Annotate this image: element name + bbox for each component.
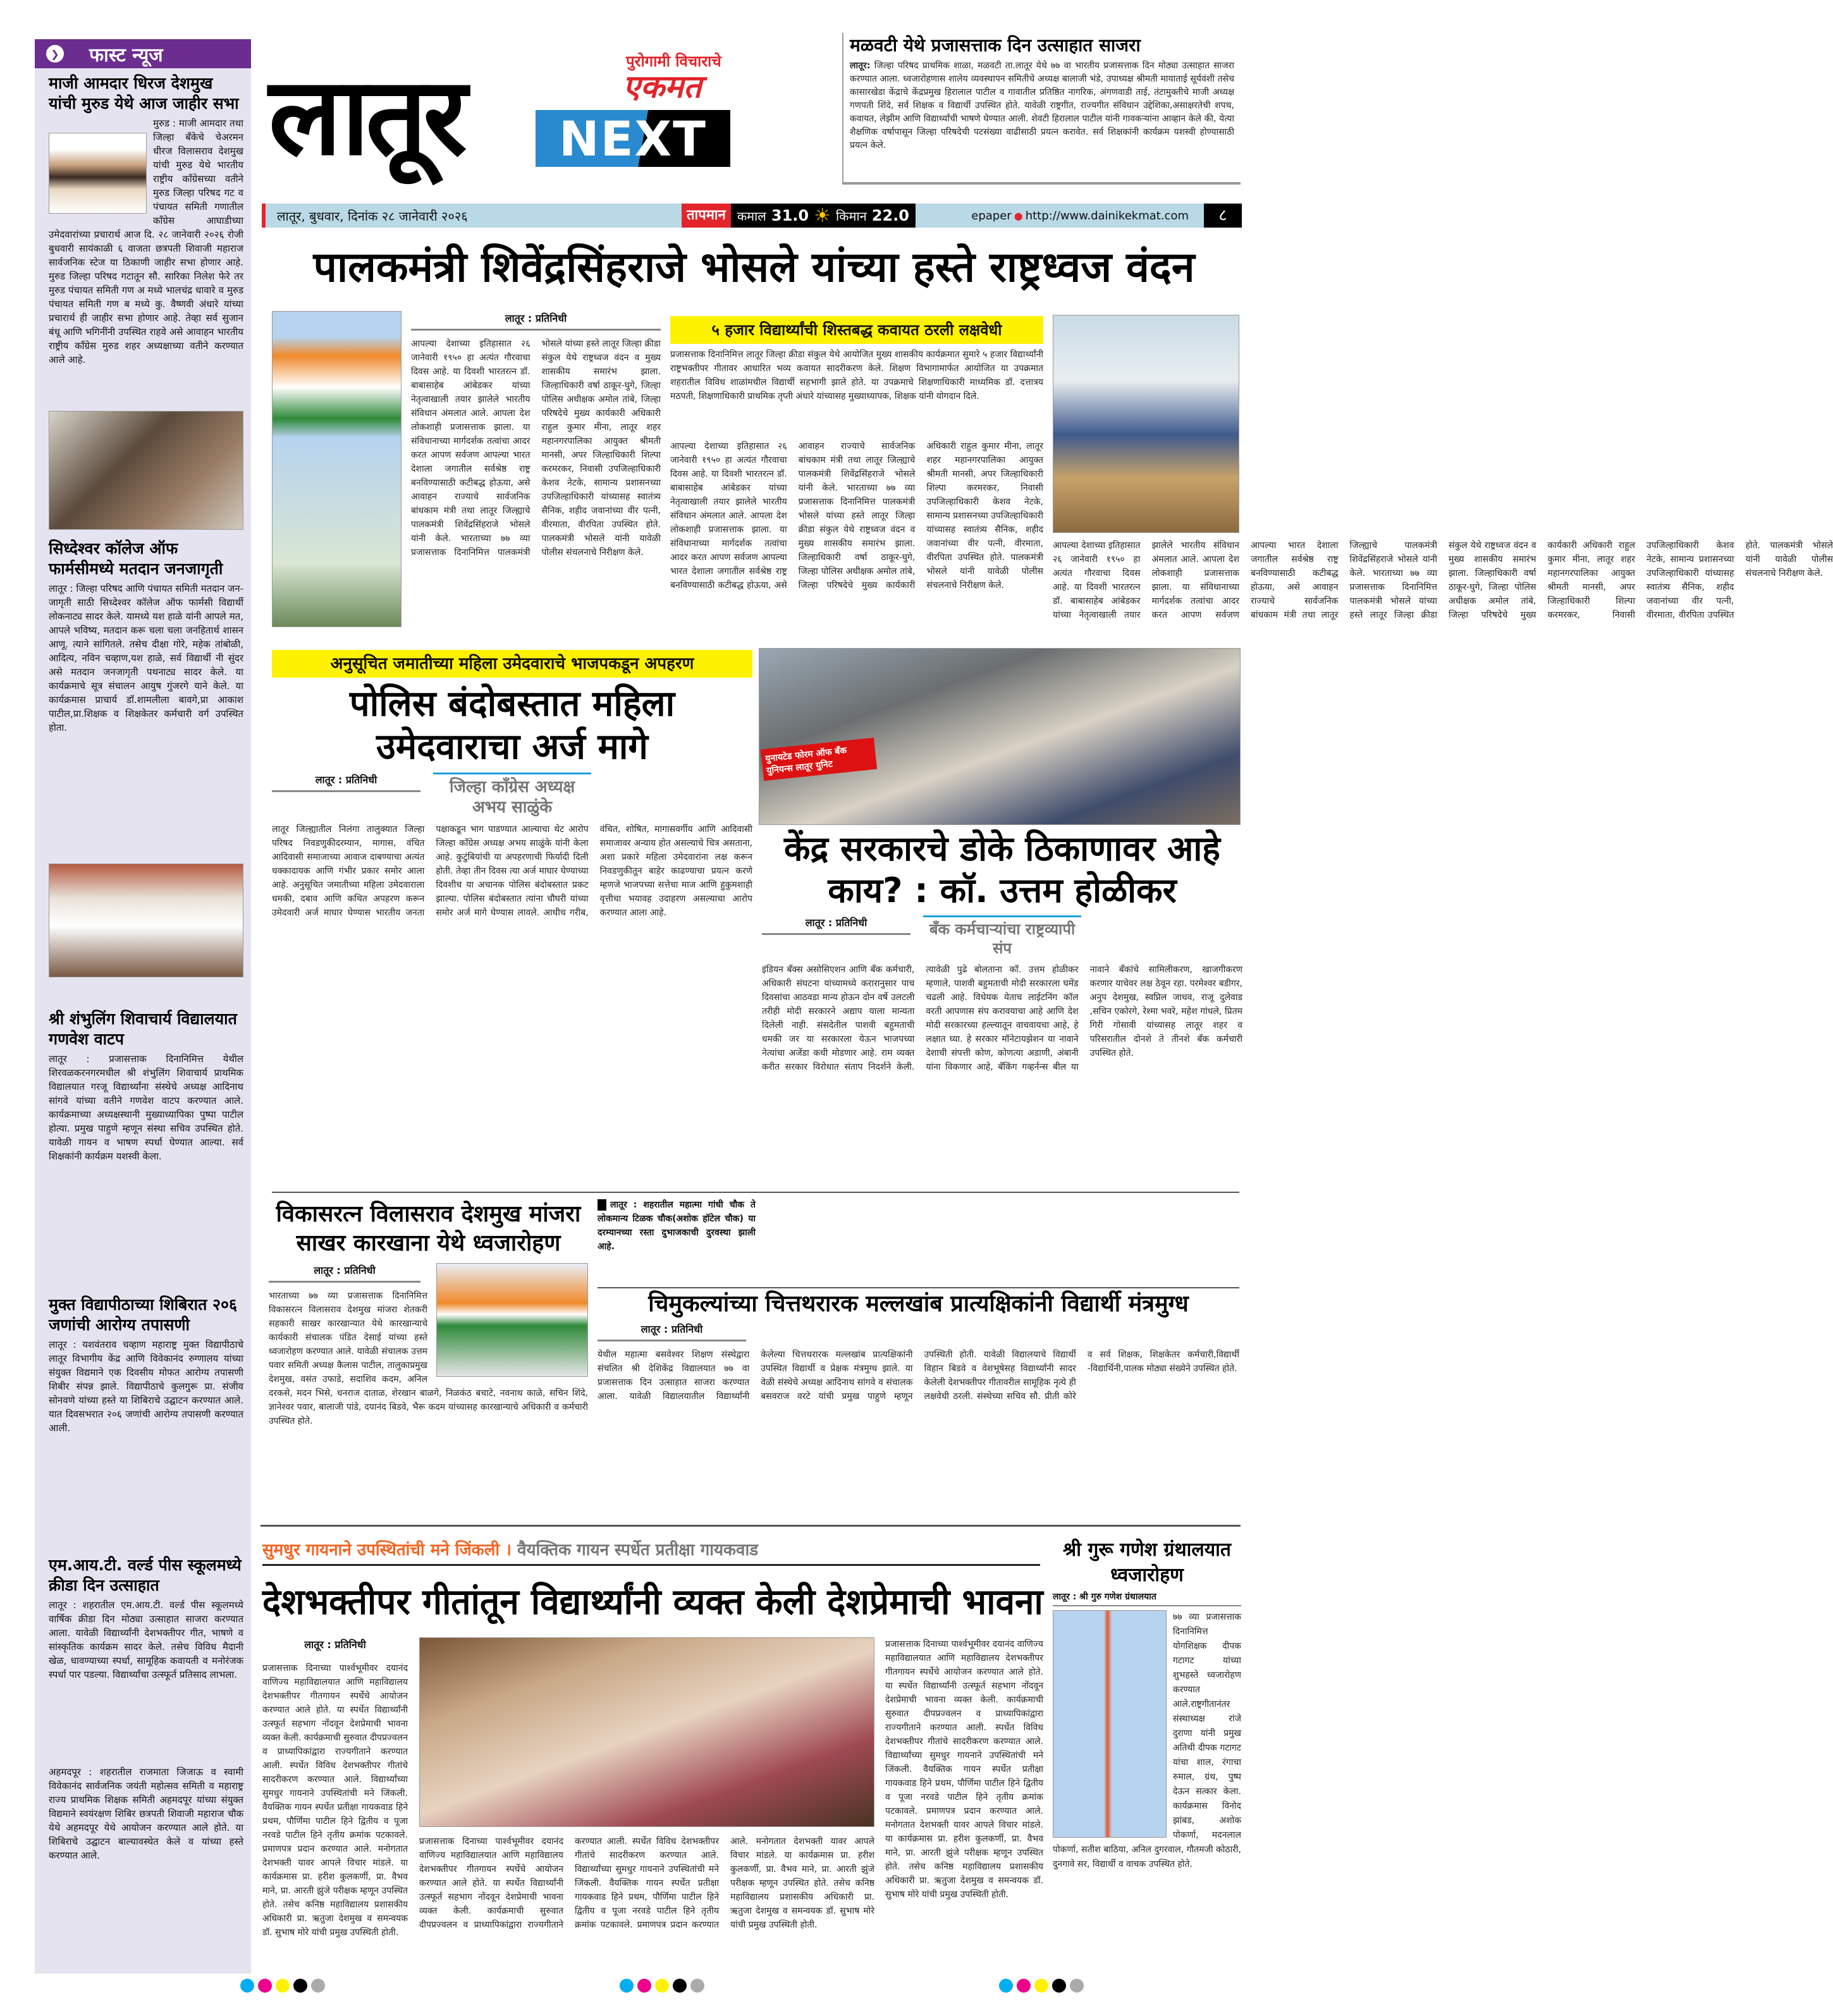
headline-wrap — [262, 1580, 1043, 1625]
brand-logo: एकमत — [623, 68, 702, 105]
min-label: किमान — [836, 208, 867, 224]
section-title: फास्ट न्यूज — [89, 44, 163, 66]
library-flag-photo — [1053, 1610, 1167, 1838]
headline: श्री गुरू गणेश ग्रंथालयात ध्वजारोहण — [1063, 1539, 1231, 1586]
headline: केंद्र सरकारचे डोके ठिकाणावर आहे काय? : कॉ. उत्तम होळीकर — [784, 829, 1220, 910]
headline: चिमुकल्यांच्या चित्तथरारक मल्लखांब प्रात्यक्षिकांनी विद्यार्थी मंत्रमुग्ध — [648, 1291, 1189, 1317]
article6-body — [262, 1637, 1043, 1966]
portrait-photo — [49, 133, 147, 214]
pull-quote-text: बँक कर्मचाऱ्यांचा राष्ट्रव्यापी संप — [929, 920, 1076, 957]
byline: लातूर : प्रतिनिधी — [411, 311, 661, 331]
byline: लातूर: — [850, 61, 871, 71]
website-link[interactable]: http://www.dainikekmat.com — [1025, 209, 1189, 223]
kicker-text: अनुसूचित जमातीच्या महिला उमेदवाराचे भाजपकडून अपहरण — [330, 654, 694, 673]
flag-hoisting-photo — [436, 1263, 588, 1377]
color-dots — [620, 1979, 708, 1995]
fast-news-header — [35, 39, 251, 68]
kicker-highlight: सुमधुर गायनाने उपस्थितांची मने जिंकली — [262, 1541, 500, 1560]
headline: श्री शंभुलिंग शिवाचार्य विद्यालयात गणवेश वाटप — [49, 1010, 237, 1048]
next-logo — [536, 110, 730, 167]
police-parade-photo — [1053, 315, 1239, 533]
headline: एम.आय.टी. वर्ल्ड पीस स्कूलमध्ये क्रीडा दिन उत्साहात — [49, 1556, 242, 1594]
color-dots — [999, 1979, 1088, 1995]
article7 — [1053, 1537, 1241, 1967]
min-value: 22.0 — [871, 207, 909, 224]
headline-wrap — [598, 1291, 1239, 1317]
kicker-separator: । — [505, 1541, 512, 1560]
article-body: लातूर : यशवंतराव चव्हाण महाराष्ट्र मुक्त विद्यापीठाचे लातूर विभागीय केंद्र आणि विवेकानंद रुग्णालय यांच्या संयुक्त विद्यमाने एक दिवसीय मोफत आरोग्य तपासणी शिबीर संपन्न झाले. विद्यापीठाचे कुलगुरू प्रा. संजीव सोनवणे यांच्या हस्ते या शिबिराचे उद्घाटन करण्यात आले. यात दिवसभरात २०६ जणांची आरोग्य तपासणी करण्यात आली. — [49, 1339, 243, 1434]
kicker-line — [262, 1537, 758, 1560]
kicker-secondary: वैयक्तिक गायन स्पर्धेत प्रतीक्षा गायकवाड — [517, 1541, 759, 1560]
brief — [598, 1198, 756, 1284]
headline: मळवटी येथे प्रजासत्ताक दिन उत्साहात साजरा — [850, 35, 1141, 56]
headline: सिध्देश्वर कॉलेज ऑफ फार्मसीमध्ये मतदान जनजागृती — [49, 539, 223, 578]
issue-date: लातूर, बुधवार, दिनांक २८ जानेवारी २०२६ — [277, 208, 468, 224]
byline: लातूर : श्री गुरु गणेश ग्रंथालयात — [1053, 1591, 1241, 1606]
sub-article-body: प्रजासत्ताक दिनानिमित्त लातूर जिल्हा क्रीडा संकुल येथे आयोजित मुख्य शासकीय कार्यक्रमात सुमारे ५ हजार विद्यार्थ्यांनी राष्ट्रभक्तीपर गीतावर आधारित भव्य कवायत सादरीकरण केले. शिक्षण विभागामार्फत आयोजित या उपक्रमात शहरातील विविध शाळांमधील विद्यार्थी सहभागी झाले होते. या उपक्रमाचे शिक्षणाधिकारी माध्यमिक डॉ. दत्तात्रय मठपती, शिक्षणाधिकारी प्राथमिक तृप्ती अंधारे यांच्यासह मुख्याध्यापक, शिक्षक यांनी योगदान दिले. — [670, 350, 1043, 401]
article-body: लातूर जिल्ह्यातील निलंगा तालुक्यात जिल्हा परिषद निवडणुकीदरम्यान, मागास, वंचित आदिवासी समाजाच्या आवाज दाबण्याचा अत्यंत धक्कादायक आणि गंभीर प्रकार समोर आला आहे. अनुसूचित जमातीच्या महिला उमेदवाराला धमकी, दबाव आणि कथित अपहरण करून उमेदवारी अर्ज माघार घेण्यास भारतीय जनता पक्षाकडून भाग पाडण्यात आल्याचा थेट आरोप जिल्हा काँग्रेस अध्यक्ष अभय साळुंके यांनी केला आहे. कुटुंबियांची या अपहरणाची फिर्यादी दिली होती. तेव्हा तीन दिवस त्या अर्ज माघार घेण्याच्या दिवशीच या अचानक पोलिस बंदोबस्तात प्रकट झाल्या. पोलिस बंदोबस्तात त्यांना चौघरी यांच्या समोर अर्ज मागे घेण्यास लावले. आधीच गरीब, वंचित, शोषित, मागासवर्गीय आणि आदिवासी समाजावर अन्याय होत असल्याचे चित्र असताना, अशा प्रकारे महिला उमेदवारांना लक्ष करून निवडणुकीतून बाहेर काढण्याचा प्रयत्न करणे म्हणजे भाजपच्या सत्तेचा माज आणि हुकुमशाही वृत्तीचा भयावह उदाहरण असल्याचा आरोप करण्यात आला आहे. — [272, 824, 752, 918]
temperature-readout — [731, 204, 916, 228]
chevron-down-icon: ❯︎ — [46, 45, 64, 63]
article1-col — [411, 311, 661, 630]
cursor-icon: ● — [1014, 209, 1023, 222]
max-value: 31.0 — [771, 207, 809, 224]
divider — [272, 1192, 1239, 1193]
headline: पोलिस बंदोबस्तात महिला उमेदवाराचा अर्ज मागे — [349, 683, 675, 767]
epaper-label: epaper — [971, 209, 1012, 223]
article5 — [598, 1291, 1239, 1517]
article-body: अहमदपूर : शहरातील राजमाता जिजाऊ व स्वामी विवेकानंद सार्वजनिक जयंती महोत्सव समिती व महाराष्ट्र राज्य प्राथमिक शिक्षक समिती अहमदपूर यांच्या संयुक्त विद्यमाने स्वयंरक्षण शिबिर छत्रपती शिवाजी महाराज चौक येथे अहमदपूर येथे आयोजन करण्यात आले होते. या शिबिराचे उद्घाटन बाल्यावस्थेत केले व यांच्या हस्ते करण्यात आले. — [49, 1766, 243, 1861]
sub-headline: ५ हजार विद्यार्थ्यांची शिस्तबद्ध कवायत ठरली लक्षवेधी — [711, 321, 1002, 339]
main-headline-wrap — [266, 243, 1242, 291]
school-group-photo — [49, 864, 243, 977]
bank-protest-photo — [759, 648, 1241, 825]
article-body: आपल्या देशाच्या इतिहासात २६ जानेवारी १९५० हा अत्यंत गौरवाचा दिवस आहे. या दिवशी भारतरत्न डॉ. बाबासाहेब आंबेडकर यांच्या नेतृत्वाखाली तयार झालेले भारतीय संविधान अंमलात आले. आपला देश लोकशाही प्रजासत्ताक झाला. या संविधानाच्या मार्गदर्शक तत्वांचा आदर करत आपण सर्वजण आपल्या भारत देशाला जगातील सर्वश्रेष्ठ राष्ट्र बनविण्यासाठी कटीबद्ध होऊया, असे आवाहन राज्याचे सार्वजनिक बांधकाम मंत्री तथा लातूर जिल्ह्याचे पालकमंत्री शिवेंद्रसिंहराजे भोसले यांनी केले. भारताच्या ७७ व्या प्रजासत्ताक दिनानिमित्त पालकमंत्री भोसले यांच्या हस्ते लातूर जिल्हा क्रीडा संकुल येथे राष्ट्रध्वज वंदन व मुख्य शासकीय समारंभ झाला. जिल्हाधिकारी वर्षा ठाकूर-घुगे, जिल्हा पोलिस अधीक्षक अमोल तांबे, जिल्हा परिषदेचे मुख्य कार्यकारी अधिकारी राहुल कुमार मीना, लातूर शहर महानगरपालिका आयुक्त श्रीमती मानसी, अपर जिल्हाधिकारी शिल्पा करमरकर, निवासी उपजिल्हाधिकारी केशव नेटके, सामान्य प्रशासनच्या उपजिल्हाधिकारी यांच्यासह स्वातंत्र्य सैनिक, शहीद जवानांच्या वीर पत्नी, वीरमाता, वीरपिता उपस्थित होते. पालकमंत्री भोसले यांनी यावेळी पोलीस संचलनाचे निरीक्षण केले. — [411, 339, 661, 558]
article-body: लातूर : प्रजासत्ताक दिनानिमित्त येथील शिरवळकरनगरमधील श्री शंभुलिंग शिवाचार्य प्राथमिक विद्यालयात गरजू विद्यार्थ्यांना संस्थेचे अध्यक्ष आदिनाथ सांगवे यांच्या वतीने गणवेश वाटप करण्यात आले. कार्यक्रमाच्या अध्यक्षस्थानी मुख्याध्यापिका पुष्पा पाटील होत्या. प्रमुख पाहुणे म्हणून संस्था सचिव उपस्थित होते. यावेळी गायन व भाषण स्पर्धा घेण्यात आल्या. सर्व शिक्षकांनी कार्यक्रम यशस्वी केला. — [49, 1053, 243, 1162]
brief-text: लातूर : शहरातील महात्मा गांधी चौक ते लोकमान्य टिळक चौक(अशोक हॉटेल चौक) या दरम्यानच्या रस्ता दुभाजकाची दुरवस्था झाली आहे. — [598, 1200, 756, 1252]
article-body: ७७ व्या प्रजासत्ताक दिनानिमित्त योगशिक्षक दीपक गटागट यांच्या शुभहस्ते ध्वजारोहण करण्यात आले.राष्ट्रगीतानंतर संस्थाध्यक्ष रांजे दुराणा यांनी प्रमुख अतिथी दीपक गटागट यांचा शाल, रंगाचा रुमाल, ग्रंथ, पुष्प देऊन सत्कार केला. कार्यक्रमास विनोद झांबड, अशोक पोकर्णा, मदनलाल पोकर्णा, सतीश बाठिया, अनिल दुगरवाल, गौतमजी कोठारी, दुनगावे सर, विद्यार्थी व वाचक उपस्थित होते. — [1053, 1612, 1241, 1869]
byline: लातूर : प्रतिनिधी — [598, 1322, 746, 1341]
date-bar — [262, 204, 1242, 228]
singing-event-photo — [419, 1637, 874, 1827]
article-meta — [272, 773, 752, 817]
divider — [598, 1287, 1239, 1288]
fast-news-sidebar — [35, 39, 251, 1974]
sub-headline-wrap — [670, 316, 1043, 344]
article-body: इंडियन बँक्स असोसिएशन आणि बँक कर्मचारी, अधिकारी संघटना यांच्यामध्ये करारानुसार पाच दिवसांचा आठवडा मान्य होऊन दोन वर्षे उलटली तरीही मोदी सरकारने अद्याप याला मान्यता दिलेली नाही. संसदेतील पाशवी बहुमताची धमकी जर या सरकारला येऊन भाजपच्या नेत्यांचा अजेंडा कधी मोडणार आहे. राम व्यक्त करीत सरकार विरोधात संताप निदर्शने केली. त्यावेळी पुढे बोलताना कॉ. उत्तम होळीकर म्हणाले, पाशवी बहुमताची मोदी सरकारला घमेंड चढली आहे. विधेयक येताच लाईटनिंग कॉल वरती आपणास संप करावयाचा आहे आणि देश मोदी सरकारच्या हल्ल्यातून वाचवायचा आहे, हे लक्षात घ्या. हे सरकार मॉनेटायझेशन या नावाने देशाची संपत्ती कोण, कोणत्या अडाणी, अंबानी यांना विकणार आहे, बँकिंग गव्हर्नन्स बील या नावाने बँकांचे सामिलीकरण, खाजगीकरण करणार याचेवर लक्ष ठेवून रहा. परमेश्वर बडीगर, अनुप देशमुख, स्वप्निल जाधव, राजू दुलेवाड ,सचिन एकोरगे, रेश्मा भवरे, महेश गांधले, प्रितम गिरी गोसावी यांच्यासह लातूर शहर व परिसरातील दोनशे ते तीनशे बँक कर्मचारी उपस्थित होते. — [762, 965, 1242, 1072]
byline: लातूर : प्रतिनिधी — [304, 1639, 366, 1651]
pull-quote — [923, 915, 1081, 958]
kicker-banner — [272, 650, 752, 678]
temperature-label: तापमान — [682, 204, 731, 228]
byline: लातूर : प्रतिनिधी — [272, 773, 420, 792]
bullet-square-icon — [598, 1199, 606, 1211]
article-body: लातूर : जिल्हा परिषद आणि पंचायत समिती मतदान जन- जागृती साठी सिध्देश्वर कॉलेज ऑफ फार्मसी विद्यार्थी लोकनाट्य सादर केले. यामध्ये यश हाळे यांनी आपले मत, आपले भविष्य, मतदान करू चला चला जनहितार्थ शासन आणू. त्याने सांगितले. तसेच दीक्षा गोरे, महेक तांबोळी, आदित्य, नविन चव्हाण,यश हाळे, सर्व विद्यार्थी नी सुंदर असे मतदान जनजागृती पथनाट्य सादर केले. या कार्यक्रमाचे सूत्र संचालन आयुष गुंजरगे याने केले. या कार्यक्रमास प्राचार्य डॉ.शामलीला बावगे,प्रा आकाश पाटील,प्रा.शिक्षक व शिक्षकेतर कर्मचारी वर्ग उपस्थित होता. — [49, 583, 243, 733]
registration-marks — [95, 1979, 1233, 1995]
body-text: जिल्हा परिषद प्राथमिक शाळा, मळवटी ता.लातूर येथे ७७ वा भारतीय प्रजासत्ताक दिन मोठ्या उत्साहात साजरा करण्यात आला. ध्वजारोहणास शालेय व्यवस्थापन समितीचे अध्यक्ष बालाजी भंडे, उपाध्यक्ष श्रीमती मायाताई सूर्यवंशी तसेच कासारखेडा केंद्राचे केंद्रप्रमुख हिरालाल पाटील व गावातील प्रतिष्ठित नागरिक, अंगणवाडी ताई, तंटामुक्तीचे माजी अध्यक्ष गणपती शिंदे, सर्व शिक्षक व विद्यार्थी उपस्थित होते. यावेळी राष्ट्रगीत, राज्यगीत संविधान उद्देशिका,असाक्षरतेची शपथ, कवायत, लेझीम आणि विद्यार्थ्यांची भाषणे घेण्यात आली. शेवटी हिरालाल पाटील यांनी गावकऱ्यांना आव्हान केले की, येत्या शैक्षणिक वर्षापासून जिल्हा परिषदेची पटसंख्या वाढीसाठी प्रयत्न करावेत. सर्व शिक्षकांनी कार्यक्रम यशस्वी होण्यासाठी प्रयत्न केले. — [850, 61, 1234, 151]
byline: लातूर : प्रतिनिधी — [762, 915, 910, 935]
article-body: भारताच्या ७७ व्या प्रजासत्ताक दिनानिमित्त विकासरत्न विलासराव देशमुख मांजरा शेतकरी सहकारी साखर कारखान्यात येथे कारखान्याचे कार्यकारी संचालक पंडित देसाई यांच्या हस्ते ध्वजारोहण करण्यात आले. यावेळी संचालक उत्तम पवार समिती अध्यक्ष कैलास पाटील, तालुकाप्रमुख देशमुख, वसंत उफाडे, सदाशिव कदम, अनिल दरकसे, मदन भिसे, धनराज दाताळ, शेरखान बाळगे, निळकंठ बचाटे, नवनाथ काळे, सचिन शिंदे, ज्ञानेश्वर पवार, बालाजी पांडे, दयानंद बिडवे, भैरू कदम यांच्यासह कारखान्याचे अधिकारी व कर्मचारी उपस्थित होते. — [269, 1291, 588, 1426]
page-number: ८ — [1204, 204, 1242, 228]
flag-photo — [272, 311, 402, 627]
article-body: लातूर : शहरातील एम.आय.टी. वर्ल्ड पीस स्कूलमध्ये वार्षिक क्रीडा दिन मोठ्या उत्साहात साजरा करण्यात आला. यावेळी विद्यार्थ्यांनी देशभक्तीपर गीत, भाषणे व सांस्कृतिक कार्यक्रम सादर केले. तसेच विविध मैदानी खेळ, धावण्याच्या स्पर्धा, सामूहिक कवायती व मनोरंजक स्पर्धा पार पडल्या. विद्यार्थ्यांचा उत्स्फूर्त प्रतिसाद लाभला. — [49, 1599, 243, 1680]
article-body — [850, 59, 1234, 182]
main-headline: पालकमंत्री शिवेंद्रसिंहराजे भोसले यांच्या हस्ते राष्ट्रध्वज वंदन — [313, 243, 1195, 291]
article-body-lower: प्रजासत्ताक दिनाच्या पार्श्वभूमीवर दयानंद वाणिज्य महाविद्यालयात आणि महाविद्यालय देशभक्तीपर गीतगायन स्पर्धेचे आयोजन करण्यात आले होते. या स्पर्धेत विद्यार्थ्यांनी उत्स्फूर्त सहभाग नोंदवून देशप्रेमाची भावना व्यक्त केली. कार्यक्रमाची सुरुवात दीपप्रज्वलन व प्राध्यापिकांद्वारा राज्यगीताने करण्यात आली. स्पर्धेत विविध देशभक्तीपर गीतांचे सादरीकरण करण्यात आले. विद्यार्थ्यांच्या सुमधुर गायनाने उपस्थितांची मने जिंकली. वैयक्तिक गायन स्पर्धेत प्रतीक्षा गायकवाड हिने प्रथम, पौर्णिमा पाटील हिने द्वितीय व पूजा नरवडे पाटील हिने तृतीय क्रमांक पटकावले. प्रमाणपत्र प्रदान करण्यात आले. मनोगतात देशभक्ती यावर आपले विचार मांडले. या कार्यक्रमास प्रा. हरीश कुलकर्णी, प्रा. वैभव माने, प्रा. आरती झुंजे परीक्षक म्हणून उपस्थित होते. तसेच कनिष्ठ महाविद्यालय प्रशासकीय अधिकारी प्रा. ऋतुजा देशमुख व समन्वयक डॉ. सुभाष मोरे यांची प्रमुख उपस्थिती होती. — [419, 1836, 874, 1930]
top-news-box — [842, 33, 1241, 185]
next-text: NEXT — [559, 110, 707, 167]
sun-icon: ☀︎ — [814, 204, 831, 227]
article-body-col1: प्रजासत्ताक दिनाच्या पार्श्वभूमीवर दयानंद वाणिज्य महाविद्यालयात आणि महाविद्यालय देशभक्तीपर गीतगायन स्पर्धेचे आयोजन करण्यात आले होते. या स्पर्धेत विद्यार्थ्यांनी उत्स्फूर्त सहभाग नोंदवून देशप्रेमाची भावना व्यक्त केली. कार्यक्रमाची सुरुवात दीपप्रज्वलन व प्राध्यापिकांद्वारा राज्यगीताने करण्यात आली. स्पर्धेत विविध देशभक्तीपर गीतांचे सादरीकरण करण्यात आले. विद्यार्थ्यांच्या सुमधुर गायनाने उपस्थितांची मने जिंकली. वैयक्तिक गायन स्पर्धेत प्रतीक्षा गायकवाड हिने प्रथम, पौर्णिमा पाटील हिने द्वितीय व पूजा नरवडे पाटील हिने तृतीय क्रमांक पटकावले. प्रमाणपत्र प्रदान करण्यात आले. मनोगतात देशभक्ती यावर आपले विचार मांडले. या कार्यक्रमास प्रा. हरीश कुलकर्णी, प्रा. वैभव माने, प्रा. आरती झुंजे परीक्षक म्हणून उपस्थित होते. तसेच कनिष्ठ महाविद्यालय प्रशासकीय अधिकारी प्रा. ऋतुजा देशमुख व समन्वयक डॉ. सुभाष मोरे यांची प्रमुख उपस्थिती होती. — [262, 1663, 408, 1938]
headline: मुक्त विद्यापीठाच्या शिबिरात २०६ जणांची आरोग्य तपासणी — [49, 1295, 238, 1334]
article-body: येथील महात्मा बसवेश्वर शिक्षण संस्थेद्वारा संचलित श्री देशिकेंद्र विद्यालयात ७७ वा प्रजासत्ताक दिन उत्साहात साजरा करण्यात आला. यावेळी विद्यालयातील विद्यार्थ्यांनी केलेल्या चित्तथरारक मल्लखांब प्रात्यक्षिकांनी उपस्थित विद्यार्थी व प्रेक्षक मंत्रमुग्ध झाले. या वेळी संस्थेचे अध्यक्ष आदिनाथ सांगवे व संचालक बसवराज वरटे यांची प्रमुख पाहुणे म्हणून उपस्थिती होती. यावेळी विद्यालयाचे विद्यार्थी विहान बिडवे व वेशभूषेसह विद्यार्थ्यांनी सादर केलेली देशभक्तीपर गीतावरील सामूहिक नृत्ये ही लक्षवेधी ठरली. संस्थेच्या सचिव सौ. प्रीती कोरे व सर्व शिक्षक, शिक्षकेतर कर्मचारी,विद्यार्थी -विद्यार्थिनी,पालक मोठ्या संख्येने उपस्थित होते. — [598, 1350, 1239, 1402]
tagline: पुरोगामी विचाराचे — [626, 52, 721, 70]
article1-continued: आपल्या देशाच्या इतिहासात २६ जानेवारी १९५० हा अत्यंत गौरवाचा दिवस आहे. या दिवशी भारतरत्न डॉ. बाबासाहेब आंबेडकर यांच्या नेतृत्वाखाली तयार झालेले भारतीय संविधान अंमलात आले. आपला देश लोकशाही प्रजासत्ताक झाला. या संविधानाच्या मार्गदर्शक तत्वांचा आदर करत आपण सर्वजण आपल्या भारत देशाला जगातील सर्वश्रेष्ठ राष्ट्र बनविण्यासाठी कटीबद्ध होऊया, असे आवाहन राज्याचे सार्वजनिक बांधकाम मंत्री तथा लातूर जिल्ह्याचे पालकमंत्री शिवेंद्रसिंहराजे भोसले यांनी केले. भारताच्या ७७ व्या प्रजासत्ताक दिनानिमित्त पालकमंत्री भोसले यांच्या हस्ते लातूर जिल्हा क्रीडा संकुल येथे राष्ट्रध्वज वंदन व मुख्य शासकीय समारंभ झाला. जिल्हाधिकारी वर्षा ठाकूर-घुगे, जिल्हा पोलिस अधीक्षक अमोल तांबे, जिल्हा परिषदेचे मुख्य कार्यकारी अधिकारी राहुल कुमार मीना, लातूर शहर महानगरपालिका आयुक्त श्रीमती मानसी, अपर जिल्हाधिकारी शिल्पा करमरकर, निवासी उपजिल्हाधिकारी केशव नेटके, सामान्य प्रशासनच्या उपजिल्हाधिकारी यांच्यासह स्वातंत्र्य सैनिक, शहीद जवानांच्या वीर पत्नी, वीरमाता, वीरपिता उपस्थित होते. पालकमंत्री भोसले यांनी यावेळी पोलीस संचलनाचे निरीक्षण केले. — [670, 441, 1043, 590]
article-meta — [762, 915, 1242, 958]
pull-quote — [433, 773, 591, 817]
article3 — [762, 828, 1242, 1182]
pull-quote-text: जिल्हा काँग्रेस अध्यक्ष अभय साळुंके — [449, 778, 575, 817]
article-body: मुरुड : माजी आमदार तथा जिल्हा बँकेचे चेअरमन धीरज विलासराव देशमुख यांची मुरुड येथे भारतीय राष्ट्रीय काँग्रेसच्या वतीने मुरुड जिल्हा परिषद गट व पंचायत समिती गणातील काँग्रेस आघाडीच्या उमेदवारांच्या प्रचारार्थ आज दि. २८ जानेवारी २०२६ रोजी बुधवारी सायंकाळी ६ वाजता छत्रपती शिवाजी महाराज सार्वजनिक स्टेज या ठिकाणी जाहीर सभा होणार आहे. मुरुड जिल्हा परिषद गटातून सौ. सारिका निलेश फेरे तर मुरुड पंचायत समिती गण अ मध्ये भालचंद्र धावारे व मुरुड पंचायत समिती गण ब मध्ये कु. वैष्णवी अंधारे यांच्या प्रचारार्थ ही जाहीर सभा होणार आहे. तेव्हा सर्व सुजान बंधू आणि भगिनींनी उपस्थित राहवे असे आवाहन भारतीय राष्ट्रीय काँग्रेस मुरुड शहर अध्यक्षाच्या वतीने करण्यात आले आहे. — [49, 118, 243, 365]
article2 — [272, 683, 752, 1182]
divider — [261, 1525, 1241, 1527]
masthead-logo: लातूर — [269, 54, 463, 180]
max-label: कमाल — [737, 208, 766, 224]
headline: माजी आमदार धिरज देशमुख यांची मुरुड येथे आज जाहीर सभा — [49, 74, 239, 113]
article4 — [269, 1200, 588, 1516]
headline-wrap — [850, 35, 1234, 56]
college-photo — [49, 411, 243, 530]
byline: लातूर : प्रतिनिधी — [269, 1263, 420, 1283]
color-dots — [240, 1979, 329, 1995]
article1-right-col: आपल्या देशाच्या इतिहासात २६ जानेवारी १९५० हा अत्यंत गौरवाचा दिवस आहे. या दिवशी भारतरत्न डॉ. बाबासाहेब आंबेडकर यांच्या नेतृत्वाखाली तयार झालेले भारतीय संविधान अंमलात आले. आपला देश लोकशाही प्रजासत्ताक झाला. या संविधानाच्या मार्गदर्शक तत्वांचा आदर करत आपण सर्वजण आपल्या भारत देशाला जगातील सर्वश्रेष्ठ राष्ट्र बनविण्यासाठी कटीबद्ध होऊया, असे आवाहन राज्याचे सार्वजनिक बांधकाम मंत्री तथा लातूर जिल्ह्याचे पालकमंत्री शिवेंद्रसिंहराजे भोसले यांनी केले. भारताच्या ७७ व्या प्रजासत्ताक दिनानिमित्त पालकमंत्री भोसले यांच्या हस्ते लातूर जिल्हा क्रीडा संकुल येथे राष्ट्रध्वज वंदन व मुख्य शासकीय समारंभ झाला. जिल्हाधिकारी वर्षा ठाकूर-घुगे, जिल्हा पोलिस अधीक्षक अमोल तांबे, जिल्हा परिषदेचे मुख्य कार्यकारी अधिकारी राहुल कुमार मीना, लातूर शहर महानगरपालिका आयुक्त श्रीमती मानसी, अपर जिल्हाधिकारी शिल्पा करमरकर, निवासी उपजिल्हाधिकारी केशव नेटके, सामान्य प्रशासनच्या उपजिल्हाधिकारी यांच्यासह स्वातंत्र्य सैनिक, शहीद जवानांच्या वीर पत्नी, वीरमाता, वीरपिता उपस्थित होते. पालकमंत्री भोसले यांनी यावेळी पोलीस संचलनाचे निरीक्षण केले. — [1053, 541, 1833, 620]
article-body-right: प्रजासत्ताक दिनाच्या पार्श्वभूमीवर दयानंद वाणिज्य महाविद्यालयात आणि महाविद्यालय देशभक्तीपर गीतगायन स्पर्धेचे आयोजन करण्यात आले होते. या स्पर्धेत विद्यार्थ्यांनी उत्स्फूर्त सहभाग नोंदवून देशप्रेमाची भावना व्यक्त केली. कार्यक्रमाची सुरुवात दीपप्रज्वलन व प्राध्यापिकांद्वारा राज्यगीताने करण्यात आली. स्पर्धेत विविध देशभक्तीपर गीतांचे सादरीकरण करण्यात आले. विद्यार्थ्यांच्या सुमधुर गायनाने उपस्थितांची मने जिंकली. वैयक्तिक गायन स्पर्धेत प्रतीक्षा गायकवाड हिने प्रथम, पौर्णिमा पाटील हिने द्वितीय व पूजा नरवडे पाटील हिने तृतीय क्रमांक पटकावले. प्रमाणपत्र प्रदान करण्यात आले. मनोगतात देशभक्ती यावर आपले विचार मांडले. या कार्यक्रमास प्रा. हरीश कुलकर्णी, प्रा. वैभव माने, प्रा. आरती झुंजे परीक्षक म्हणून उपस्थित होते. तसेच कनिष्ठ महाविद्यालय प्रशासकीय अधिकारी प्रा. ऋतुजा देशमुख व समन्वयक डॉ. सुभाष मोरे यांची प्रमुख उपस्थिती होती. — [885, 1639, 1043, 1900]
protest-banner: युनायटेड फोरम ऑफ बँक युनियन्स लातूर युनिट — [761, 738, 877, 781]
headline: विकासरत्न विलासराव देशमुख मांजरा साखर कारखाना येथे ध्वजारोहण — [276, 1201, 581, 1256]
headline: देशभक्तीपर गीतांतून विद्यार्थ्यांनी व्यक्त केली देशप्रेमाची भावना — [262, 1582, 1043, 1623]
kicker — [262, 1537, 1040, 1566]
